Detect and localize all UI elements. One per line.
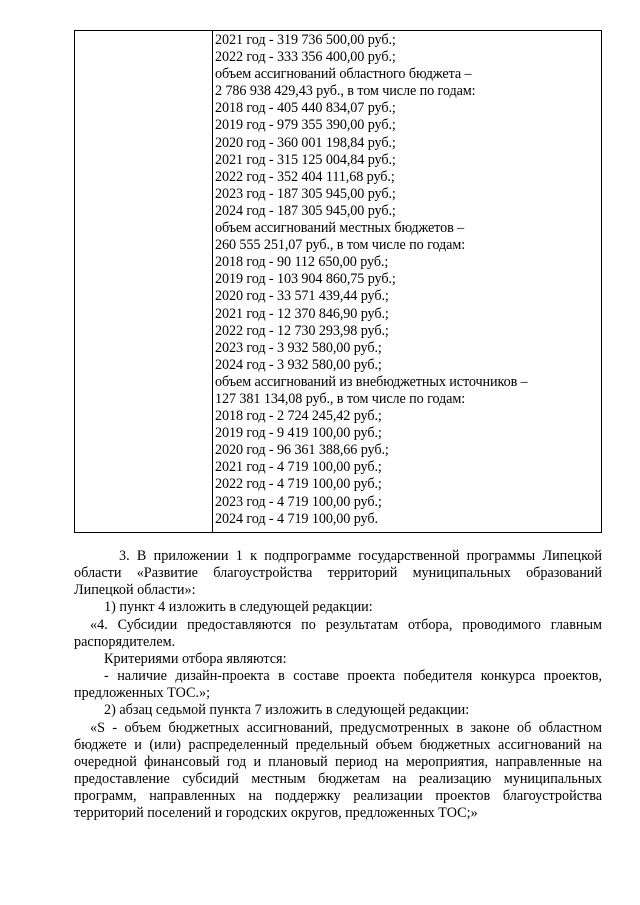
table-line: 2018 год - 405 440 834,07 руб.; [215,100,396,117]
table-line: 127 381 134,08 руб., в том числе по годам: [215,390,466,407]
table-line: объем ассигнований из внебюджетных источников – [215,373,528,390]
table-line: 2020 год - 96 361 388,66 руб.; [215,442,389,459]
table-line: 2022 год - 333 356 400,00 руб.; [215,49,396,66]
document-body [74,548,602,823]
table-line: 2024 год - 3 932 580,00 руб.; [215,356,382,373]
paragraph-amendment-3: 3. В приложении 1 к подпрограмме государственной программы Липецкой области «Развитие благоустройства территорий муниципальных образований Липецкой области»: [74,548,602,599]
table-line: 2023 год - 3 932 580,00 руб.; [215,339,382,356]
table-line: 2024 год - 4 719 100,00 руб. [215,510,378,527]
table-line: 2021 год - 12 370 846,90 руб.; [215,305,389,322]
table-line: 2024 год - 187 305 945,00 руб.; [215,202,396,219]
paragraph-criteria: Критериями отбора являются: [104,650,287,667]
table-line: 2021 год - 315 125 004,84 руб.; [215,151,396,168]
table-right-cell [215,32,597,528]
table-line: 2 786 938 429,43 руб., в том числе по годам: [215,83,476,100]
table-line: 2021 год - 4 719 100,00 руб.; [215,459,382,476]
table-line: объем ассигнований местных бюджетов – [215,220,465,237]
table-line: 2022 год - 352 404 111,68 руб.; [215,168,395,185]
table-line: 2020 год - 33 571 439,44 руб.; [215,288,389,305]
table-line: 2019 год - 103 904 860,75 руб.; [215,271,396,288]
table-line: 2020 год - 360 001 198,84 руб.; [215,134,396,151]
table-line: 2021 год - 319 736 500,00 руб.; [215,32,396,48]
table-line: 2023 год - 187 305 945,00 руб.; [215,185,396,202]
table-line: 2023 год - 4 719 100,00 руб.; [215,493,382,510]
table-line: 2022 год - 4 719 100,00 руб.; [215,476,382,493]
paragraph-design-project: - наличие дизайн-проекта в составе проекта победителя конкурса проектов, предложенных ТОС.»; [74,668,602,702]
paragraph-item-1: 1) пункт 4 изложить в следующей редакции: [104,599,373,616]
table-column-divider [212,31,213,532]
table-line: 2018 год - 2 724 245,42 руб.; [215,408,382,425]
table-line: 2019 год - 979 355 390,00 руб.; [215,117,396,134]
table-line: 2018 год - 90 112 650,00 руб.; [215,254,389,271]
table-line: 2022 год - 12 730 293,98 руб.; [215,322,389,339]
funding-table [74,30,602,533]
table-line: 2019 год - 9 419 100,00 руб.; [215,425,382,442]
table-line: 260 555 251,07 руб., в том числе по годам: [215,237,466,254]
paragraph-s-definition: «S - объем бюджетных ассигнований, предусмотренных в законе об областном бюджете и (или) распределенный предельный объем бюджетных ассигнований на очередной финансовый год и плановый период на мероприятия, направленные на предоставление субсидий местным бюджетам на реализацию муниципальных программ, направленных на поддержку реализации проектов благоустройства территорий поселений и городских округов, предложенных ТОС;» [74,719,602,822]
paragraph-point-4: «4. Субсидии предоставляются по результатам отбора, проводимого главным распорядителем. [74,616,602,650]
table-line: объем ассигнований областного бюджета – [215,66,472,83]
paragraph-item-2: 2) абзац седьмой пункта 7 изложить в следующей редакции: [104,702,470,719]
